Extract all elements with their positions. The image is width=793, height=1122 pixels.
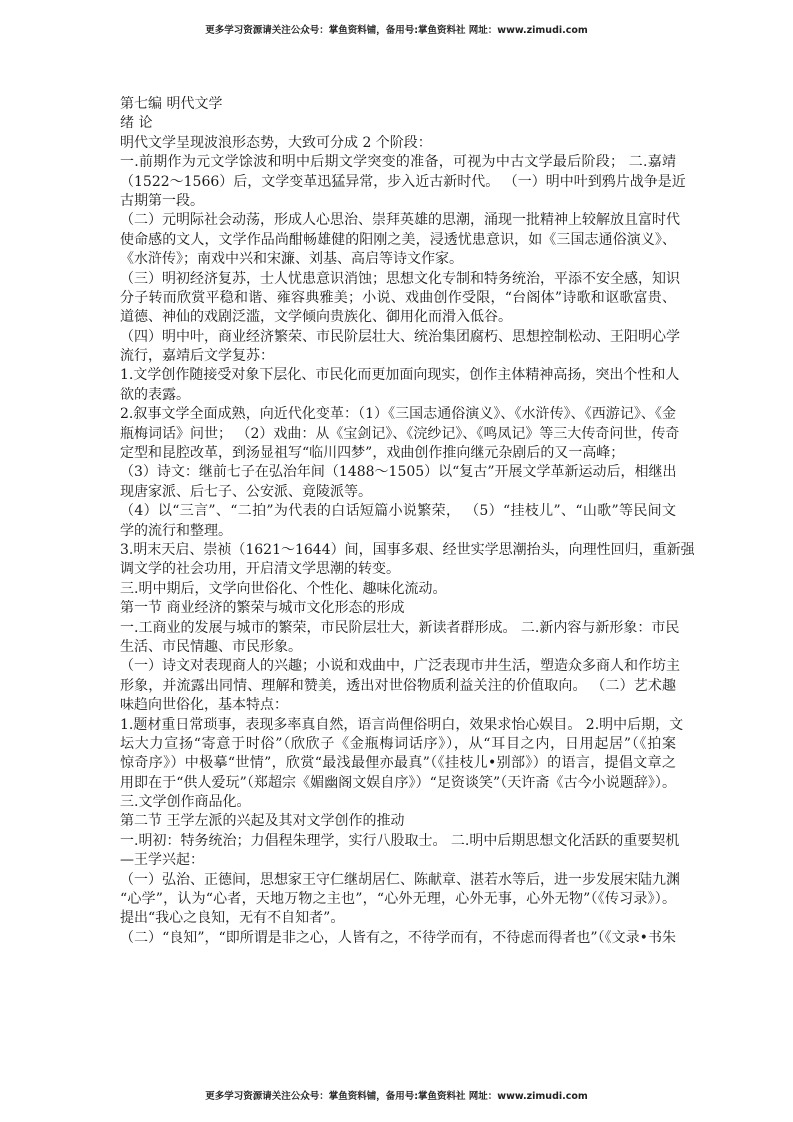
text-line: 味趋向世俗化，基本特点：	[120, 697, 288, 714]
page-header-banner: 更多学习资源请关注公众号：掌鱼资料铺，备用号:掌鱼资料社 网址：www.zimudi.com	[205, 25, 588, 36]
text-line: 学的流行和整理。	[120, 522, 232, 539]
text-line: 三.明中期后，文学向世俗化、个性化、趣味化流动。	[120, 580, 447, 597]
document-body	[120, 95, 695, 948]
text-line: 第二节 王学左派的兴起及其对文学创作的推动	[120, 813, 405, 830]
text-line: （4）以“三言”、“二拍”为代表的白话短篇小说繁荣， （5）“挂枝儿”、“山歌”等民间文	[120, 503, 676, 520]
text-line: 惊奇序》）中极摹“世情”，欣赏“最浅最俚亦最真”（《挂枝儿•别部》）的语言，提倡文章之	[120, 755, 676, 772]
page-footer-banner: 更多学习资源请关注公众号：掌鱼资料铺，备用号:掌鱼资料社 网址：www.zimudi.com	[205, 1091, 588, 1102]
text-line: （一）弘治、正德间，思想家王守仁继胡居仁、陈献章、湛若水等后，进一步发展宋陆九渊	[120, 871, 680, 888]
text-line: （三）明初经济复苏，士人忧患意识消蚀；思想文化专制和特务统治，平添不安全感，知识	[120, 270, 680, 287]
text-line: 定型和昆腔改革，到汤显祖写“临川四梦”，戏曲创作推向继元杂剧后的又一高峰；	[120, 445, 625, 462]
text-line: “心学”，认为“心者，天地万物之主也”，“心外无理，心外无事，心外无物”（《传习录》）。	[120, 891, 676, 908]
text-line: 3.明末天启、崇祯（1621～1644）间，国事多艰、经世实学思潮抬头，向理性回归，重新强	[120, 541, 695, 558]
text-line: 使命感的文人，文学作品尚酣畅雄健的阳刚之美，浸透忧患意识，如《三国志通俗演义》、	[120, 231, 676, 248]
text-line: 瓶梅词话》问世； （2）戏曲：从《宝剑记》、《浣纱记》、《鸣凤记》等三大传奇问世，传奇	[120, 425, 680, 442]
text-line: 现唐家派、后七子、公安派、竟陵派等。	[120, 483, 372, 500]
text-line: 一.工商业的发展与城市的繁荣，市民阶层壮大，新读者群形成。 二.新内容与新形象：市民	[120, 619, 680, 636]
text-line: （3）诗文：继前七子在弘治年间（1488～1505）以“复古”开展文学革新运动后，相继出	[120, 464, 677, 481]
text-line: 1.题材重日常琐事，表现多率真自然，语言尚俚俗明白，效果求怡心娱目。 2.明中后期，文	[120, 716, 684, 733]
text-line: 道德、神仙的戏剧泛滥，文学倾向贵族化、御用化而滑入低谷。	[120, 309, 512, 326]
text-line: （1522～1566）后，文学变革迅猛异常，步入近古新时代。 （一）明中叶到鸦片战争是近	[120, 173, 686, 190]
text-line: 《水浒传》；南戏中兴和宋濂、刘基、高启等诗文作家。	[120, 251, 463, 268]
text-line: 一.前期作为元文学馀波和明中后期文学突变的准备，可视为中古文学最后阶段； 二.嘉靖	[120, 154, 676, 171]
text-line: 三.文学创作商品化。	[120, 794, 251, 811]
text-line: 明代文学呈现波浪形态势，大致可分成 2 个阶段：	[120, 134, 432, 151]
text-line: （四）明中叶，商业经济繁荣、市民阶层壮大、统治集团腐朽、思想控制松动、王阳明心学	[120, 328, 680, 345]
text-line: 第一节 商业经济的繁荣与城市文化形态的形成	[120, 600, 405, 617]
text-line: 提出“我心之良知，无有不自知者”。	[120, 910, 345, 927]
text-line: （二）元明际社会动荡，形成人心思治、崇拜英雄的思潮，涌现一批精神上较解放且富时代	[120, 212, 680, 229]
text-line: 形象，并流露出同情、理解和赞美，透出对世俗物质利益关注的价值取向。 （二）艺术趣	[120, 677, 676, 694]
text-line: 调文学的社会功用，开启清文学思潮的转变。	[120, 561, 400, 578]
text-line: 第七编 明代文学	[120, 96, 223, 112]
text-line: 欲的表露。	[120, 386, 190, 403]
text-line: 1.文学创作随接受对象下层化、市民化而更加面向现实，创作主体精神高扬，突出个性和人	[120, 367, 680, 384]
text-line: 一.明初：特务统治；力倡程朱理学，实行八股取士。 二.明中后期思想文化活跃的重要契机	[120, 832, 680, 849]
text-line: 古期第一段。	[120, 192, 204, 209]
text-line: 流行，嘉靖后文学复苏：	[120, 348, 274, 365]
text-line: —王学兴起：	[120, 852, 204, 869]
text-line: 用即在于“供人爱玩”（郑超宗《媚幽阁文娱自序》）“足资谈笑”（天许斋《古今小说题辞》）。	[120, 774, 676, 791]
text-line: 生活、市民情趣、市民形象。	[120, 638, 302, 655]
text-line: （一）诗文对表现商人的兴趣；小说和戏曲中，广泛表现市井生活，塑造众多商人和作坊主	[120, 658, 680, 675]
text-line: 分子转而欣赏平稳和谐、雍容典雅美；小说、戏曲创作受限，“台阁体”诗歌和讴歌富贵、	[120, 289, 676, 306]
text-line: 2.叙事文学全面成熟，向近代化变革：（1）《三国志通俗演义》、《水浒传》、《西游记》、《金	[120, 406, 676, 423]
text-line: 坛大力宣扬“寄意于时俗”（欣欣子《金瓶梅词话序》），从“耳目之内，日用起居”（《拍案	[120, 735, 676, 752]
text-line: 绪 论	[120, 115, 153, 132]
text-line: （二）“良知”，“即所谓是非之心，人皆有之，不待学而有，不待虑而得者也”（《文录•书朱	[120, 929, 676, 946]
